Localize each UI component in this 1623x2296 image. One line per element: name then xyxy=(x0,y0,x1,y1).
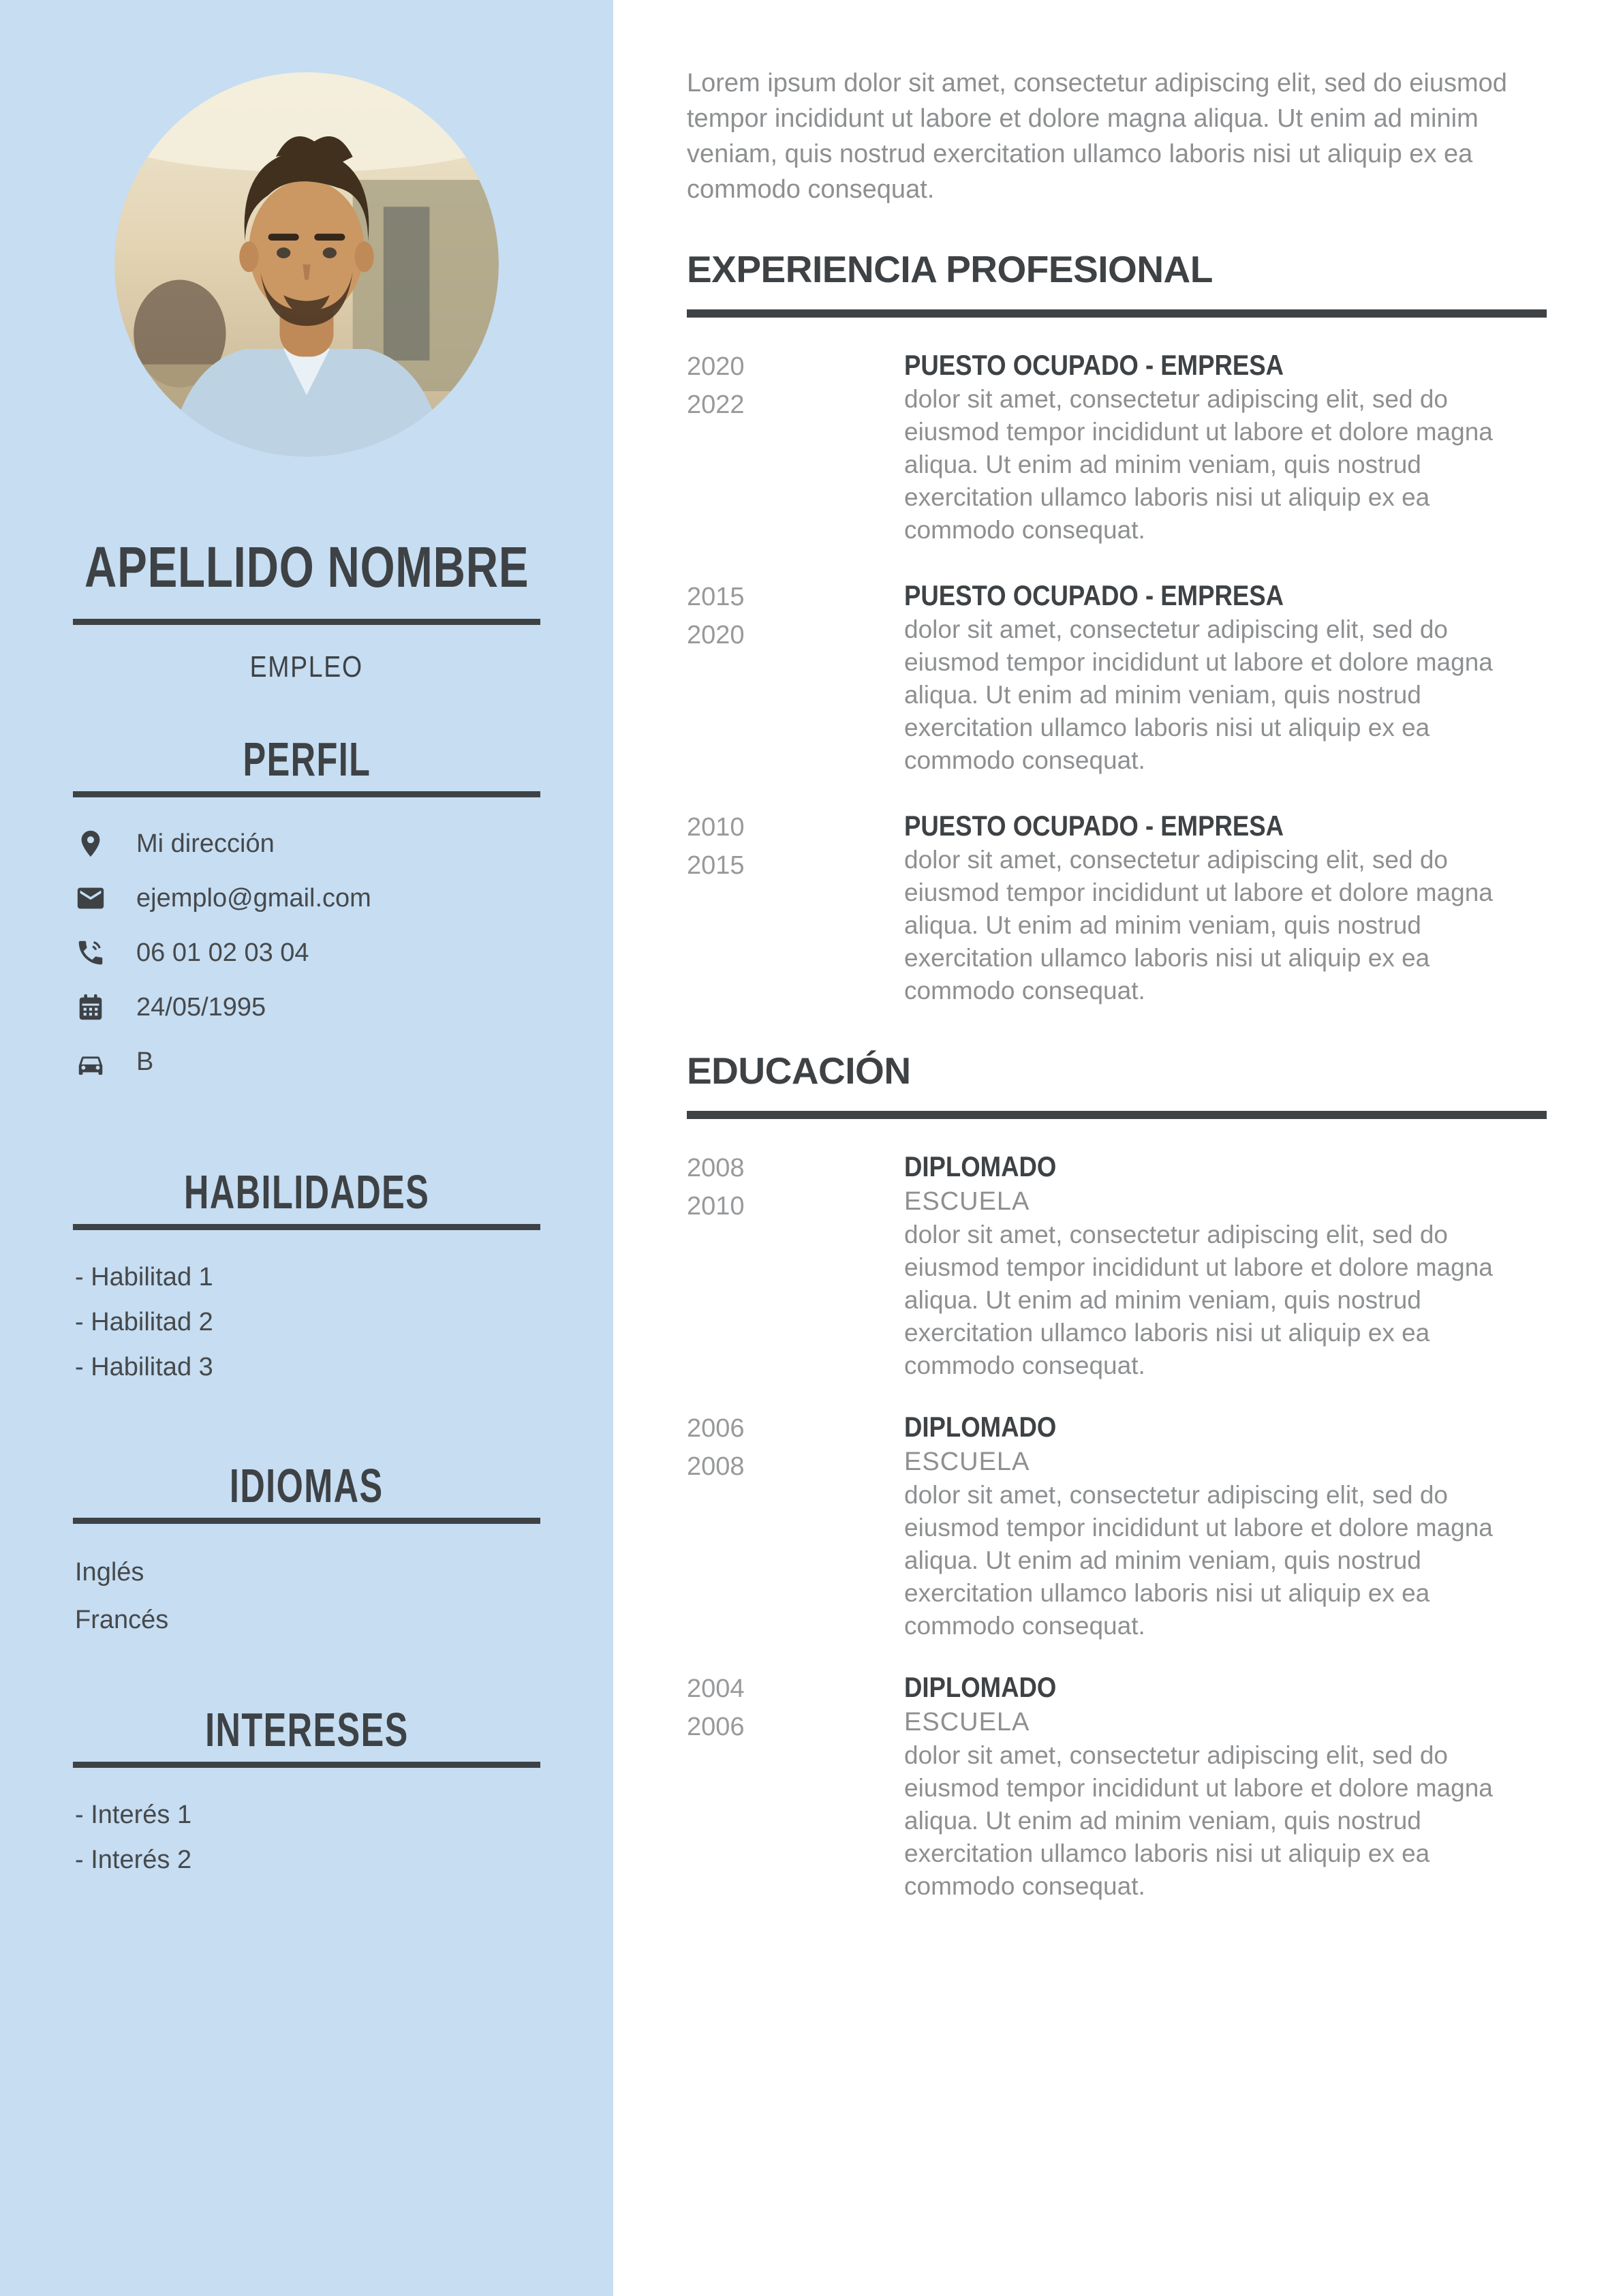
divider xyxy=(73,1518,540,1524)
entry-description: dolor sit amet, consectetur adipiscing elit, sed do eiusmod tempor incididunt ut labore et dolore magna aliqua. Ut enim ad minim veniam, quis nostrud exercitation ullamco laboris nisi ut aliquip ex ea commodo consequat. xyxy=(904,385,1493,544)
entry-end-year: 2015 xyxy=(687,851,745,880)
entry-description: dolor sit amet, consectetur adipiscing elit, sed do eiusmod tempor incididunt ut labore et dolore magna aliqua. Ut enim ad minim veniam, quis nostrud exercitation ullamco laboris nisi ut aliquip ex ea commodo consequat. xyxy=(904,1741,1493,1900)
skill-item: - Habilitad 3 xyxy=(75,1353,213,1381)
entry-description: dolor sit amet, consectetur adipiscing elit, sed do eiusmod tempor incididunt ut labore et dolore magna aliqua. Ut enim ad minim veniam, quis nostrud exercitation ullamco laboris nisi ut aliquip ex ea commodo consequat. xyxy=(904,1481,1493,1640)
divider xyxy=(73,1762,540,1768)
entry-years xyxy=(687,348,904,547)
experience-list xyxy=(687,348,1547,1007)
contact-text: B xyxy=(136,1047,154,1076)
entry-end-year: 2008 xyxy=(687,1452,745,1481)
entry-content xyxy=(904,1149,1547,1382)
education-list xyxy=(687,1149,1547,1903)
car-icon xyxy=(75,1046,106,1077)
job-title: EMPLEO xyxy=(249,650,364,684)
entry-title: PUESTO OCUPADO - EMPRESA xyxy=(904,349,1284,381)
education-section-title: EDUCACIÓN xyxy=(687,1050,911,1092)
languages-list xyxy=(75,1548,613,1644)
divider xyxy=(73,619,540,625)
entry-title: DIPLOMADO xyxy=(904,1411,1057,1443)
profile-photo xyxy=(114,72,499,457)
name: APELLIDO NOMBRE xyxy=(84,535,529,599)
education-entry xyxy=(687,1149,1547,1382)
education-entry xyxy=(687,1670,1547,1903)
entry-content xyxy=(904,578,1547,777)
entry-end-year: 2020 xyxy=(687,621,745,649)
experience-entry xyxy=(687,808,1547,1007)
experience-entry xyxy=(687,348,1547,547)
divider xyxy=(73,791,540,797)
skills-heading: HABILIDADES xyxy=(183,1165,430,1219)
experience-entry xyxy=(687,578,1547,777)
entry-end-year: 2006 xyxy=(687,1713,745,1741)
skills-list xyxy=(75,1255,613,1390)
language-item: Inglés xyxy=(75,1558,144,1587)
contact-row-phone xyxy=(75,925,613,980)
entry-description: dolor sit amet, consectetur adipiscing elit, sed do eiusmod tempor incididunt ut labore et dolore magna aliqua. Ut enim ad minim veniam, quis nostrud exercitation ullamco laboris nisi ut aliquip ex ea commodo consequat. xyxy=(904,1221,1493,1379)
entry-start-year: 2010 xyxy=(687,813,745,842)
location-icon xyxy=(75,828,106,859)
contact-row-birthdate xyxy=(75,980,613,1035)
entry-years xyxy=(687,1670,904,1903)
entry-start-year: 2004 xyxy=(687,1674,745,1703)
main-column xyxy=(687,0,1547,1930)
education-entry xyxy=(687,1409,1547,1642)
contact-list xyxy=(75,816,613,1089)
skill-item: - Habilitad 1 xyxy=(75,1263,213,1291)
contact-text: 24/05/1995 xyxy=(136,992,266,1022)
entry-years xyxy=(687,1149,904,1382)
entry-start-year: 2020 xyxy=(687,352,745,381)
entry-years xyxy=(687,578,904,777)
interest-item: - Interés 2 xyxy=(75,1846,192,1874)
contact-row-email xyxy=(75,871,613,925)
entry-start-year: 2008 xyxy=(687,1154,745,1182)
languages-heading: IDIOMAS xyxy=(230,1459,384,1512)
entry-years xyxy=(687,808,904,1007)
entry-content xyxy=(904,1409,1547,1642)
interest-item: - Interés 1 xyxy=(75,1801,192,1829)
profile-heading: PERFIL xyxy=(243,733,371,786)
entry-content xyxy=(904,808,1547,1007)
entry-title: DIPLOMADO xyxy=(904,1150,1057,1182)
entry-title: PUESTO OCUPADO - EMPRESA xyxy=(904,810,1284,842)
entry-years xyxy=(687,1409,904,1642)
skill-item: - Habilitad 2 xyxy=(75,1308,213,1336)
contact-row-address xyxy=(75,816,613,871)
contact-text: ejemplo@gmail.com xyxy=(136,883,371,913)
entry-school: ESCUELA xyxy=(904,1187,1030,1216)
contact-row-driving-license xyxy=(75,1035,613,1089)
divider xyxy=(73,1224,540,1230)
experience-section-title: EXPERIENCIA PROFESIONAL xyxy=(687,248,1213,290)
profile-photo-image xyxy=(114,72,499,457)
calendar-icon xyxy=(75,992,106,1023)
entry-content xyxy=(904,348,1547,547)
entry-end-year: 2010 xyxy=(687,1192,745,1221)
entry-content xyxy=(904,1670,1547,1903)
contact-text: Mi dirección xyxy=(136,829,275,858)
divider xyxy=(687,309,1547,318)
entry-school: ESCUELA xyxy=(904,1708,1030,1736)
entry-school: ESCUELA xyxy=(904,1448,1030,1476)
entry-description: dolor sit amet, consectetur adipiscing elit, sed do eiusmod tempor incididunt ut labore et dolore magna aliqua. Ut enim ad minim veniam, quis nostrud exercitation ullamco laboris nisi ut aliquip ex ea commodo consequat. xyxy=(904,846,1493,1005)
intro-text: Lorem ipsum dolor sit amet, consectetur adipiscing elit, sed do eiusmod tempor incididunt ut labore et dolore magna aliqua. Ut enim ad minim veniam, quis nostrud exercitation ullamco laboris nisi ut aliquip ex ea commodo consequat. xyxy=(687,69,1507,204)
interests-list xyxy=(75,1792,613,1882)
entry-title: PUESTO OCUPADO - EMPRESA xyxy=(904,579,1284,611)
contact-text: 06 01 02 03 04 xyxy=(136,938,309,967)
sidebar xyxy=(0,0,613,2296)
phone-icon xyxy=(75,937,106,968)
entry-description: dolor sit amet, consectetur adipiscing elit, sed do eiusmod tempor incididunt ut labore et dolore magna aliqua. Ut enim ad minim veniam, quis nostrud exercitation ullamco laboris nisi ut aliquip ex ea commodo consequat. xyxy=(904,615,1493,774)
language-item: Francés xyxy=(75,1606,169,1634)
entry-start-year: 2015 xyxy=(687,583,745,611)
divider xyxy=(687,1111,1547,1119)
entry-end-year: 2022 xyxy=(687,391,745,419)
email-icon xyxy=(75,883,106,914)
interests-heading: INTERESES xyxy=(204,1703,409,1756)
entry-start-year: 2006 xyxy=(687,1414,745,1443)
entry-title: DIPLOMADO xyxy=(904,1671,1057,1703)
